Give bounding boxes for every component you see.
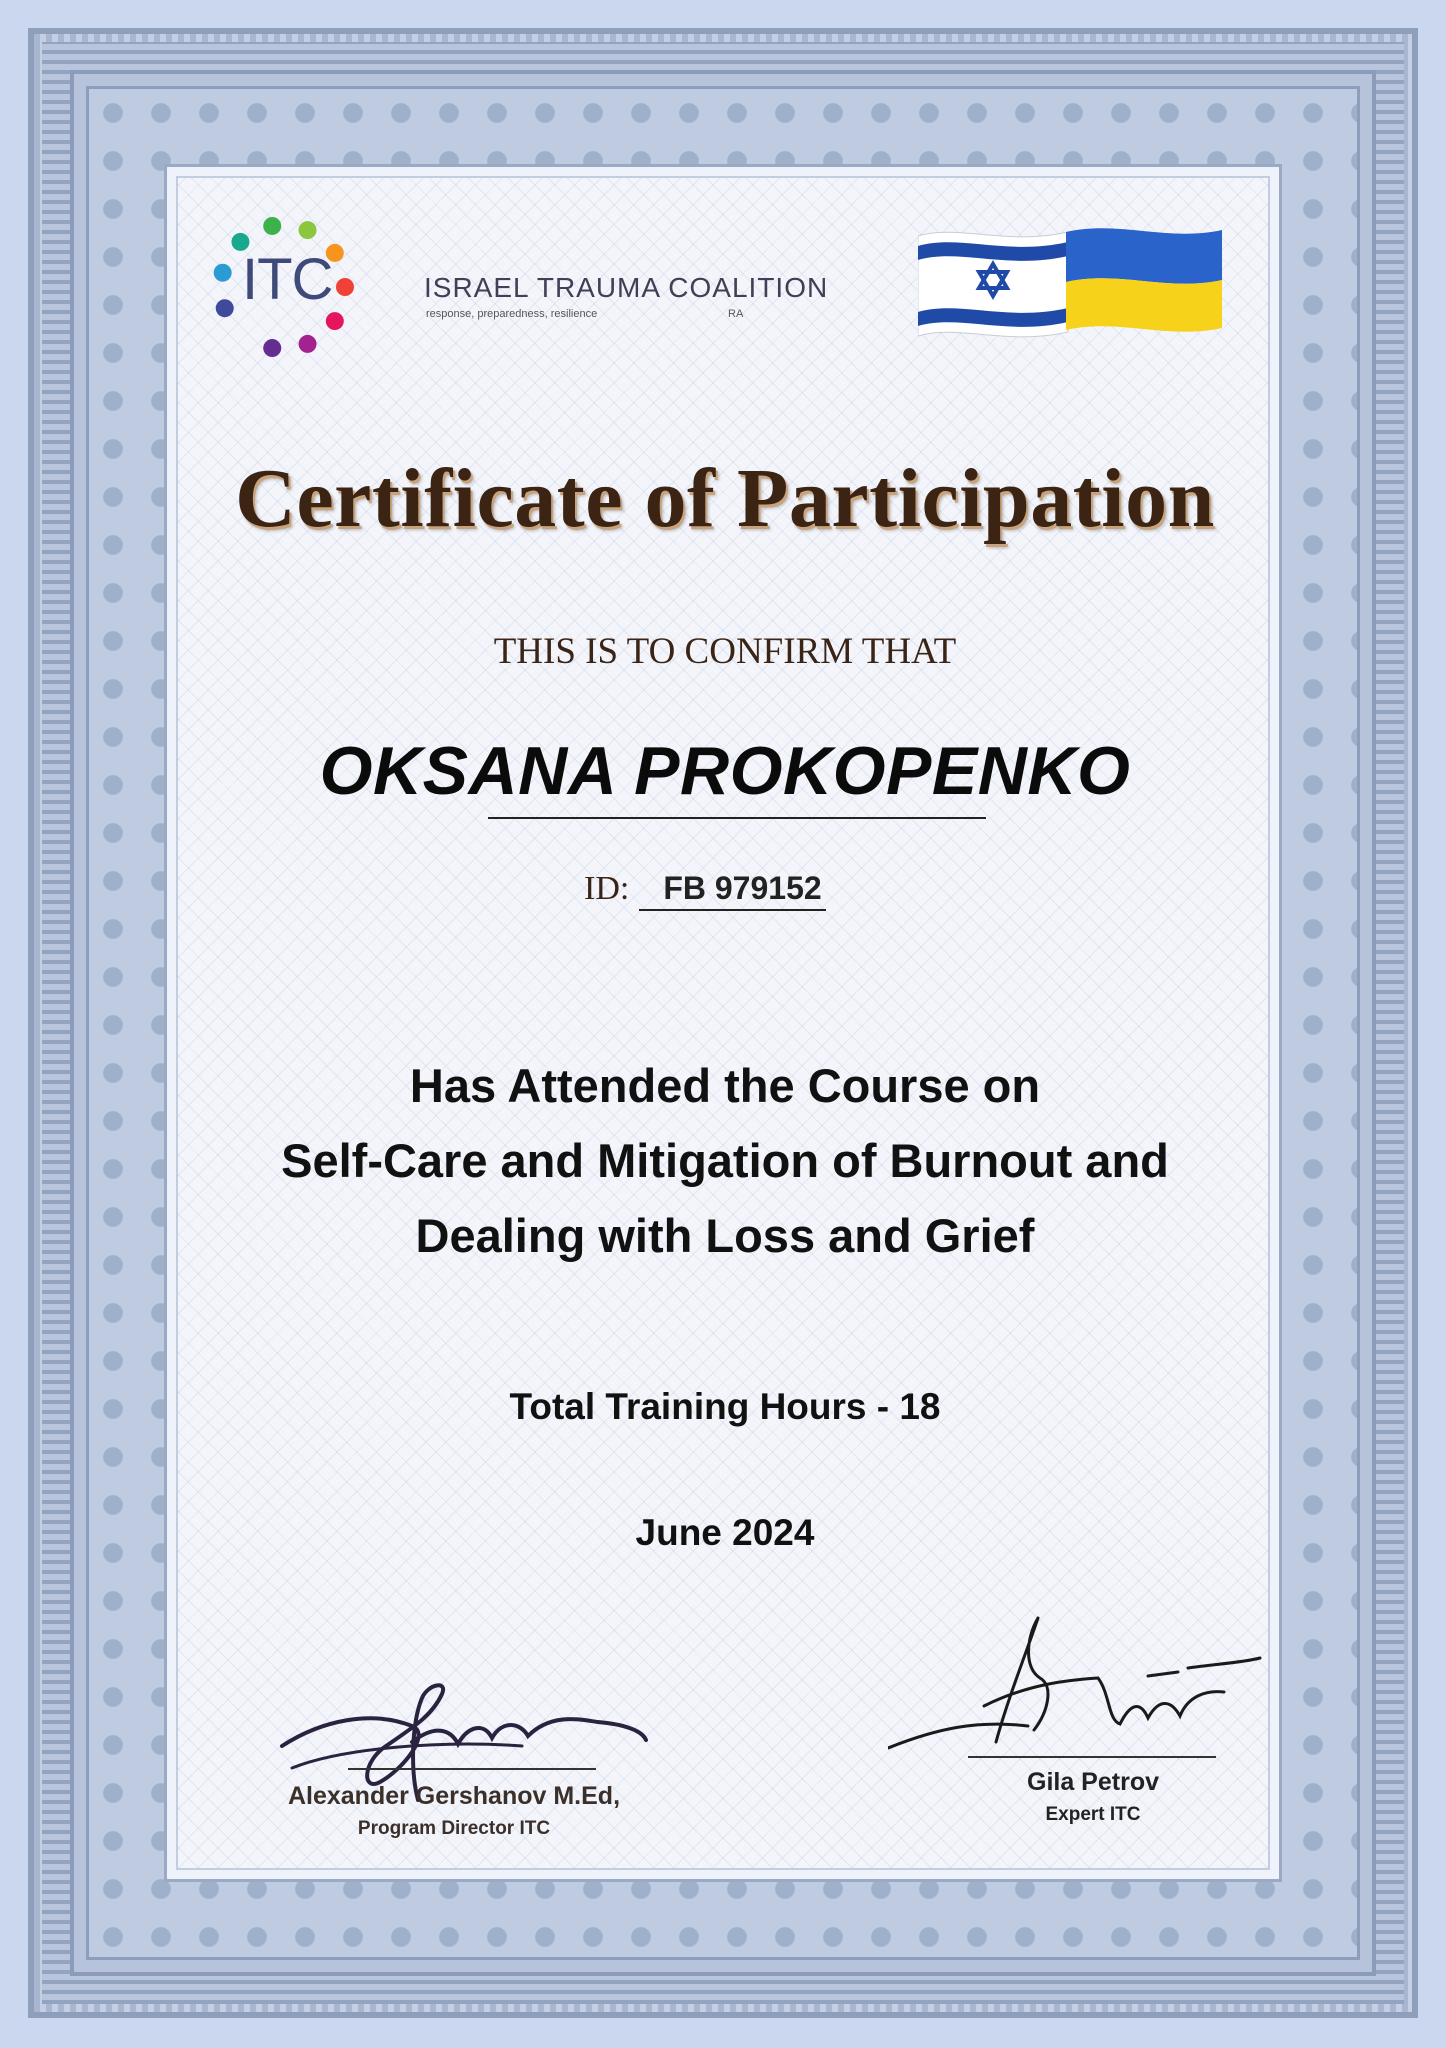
course-line-3: Dealing with Loss and Grief [415,1209,1035,1262]
certificate-title: Certificate of Participation [235,452,1215,545]
israel-flag-icon [918,232,1068,337]
course-description [178,1048,1270,1273]
right-signature-icon [888,1608,1268,1768]
logo-suffix: RA [728,308,744,320]
id-value: FB 979152 [639,870,825,911]
right-signature-line [968,1756,1216,1758]
flags-icon [918,224,1228,344]
logo-dot [216,299,234,317]
id-line [584,870,826,911]
logo-dot [326,312,344,330]
right-signer-role: Expert ITC [1045,1804,1141,1825]
confirm-line: THIS IS TO CONFIRM THAT [493,631,957,672]
logo-mark: ITC [242,247,333,312]
left-signer-role: Program Director ITC [357,1818,551,1839]
logo-dot [263,217,281,235]
certificate-date: June 2024 [635,1512,815,1553]
training-hours: Total Training Hours - 18 [509,1386,941,1427]
recipient-name: OKSANA PROKOPENKO [319,733,1131,809]
itc-logo [208,212,829,362]
right-signer-name: Gila Petrov [1027,1768,1159,1796]
logo-tagline: response, preparedness, resilience [426,308,598,320]
left-signer-name: Alexander Gershanov M.Ed, [287,1782,621,1810]
name-underline [488,817,986,819]
logo-org-name: ISRAEL TRAUMA COALITION [424,272,829,303]
left-signature-line [348,1768,596,1770]
id-label: ID: [584,870,630,907]
logo-dot [299,335,317,353]
logo-dot [263,339,281,357]
logo-dot [299,221,317,239]
logo-dot [336,278,354,296]
course-line-2: Self-Care and Mitigation of Burnout and [281,1134,1169,1187]
certificate-body [176,176,1270,1870]
course-line-1: Has Attended the Course on [409,1059,1041,1112]
logo-dot [214,264,232,282]
ukraine-flag-icon [1066,228,1222,331]
